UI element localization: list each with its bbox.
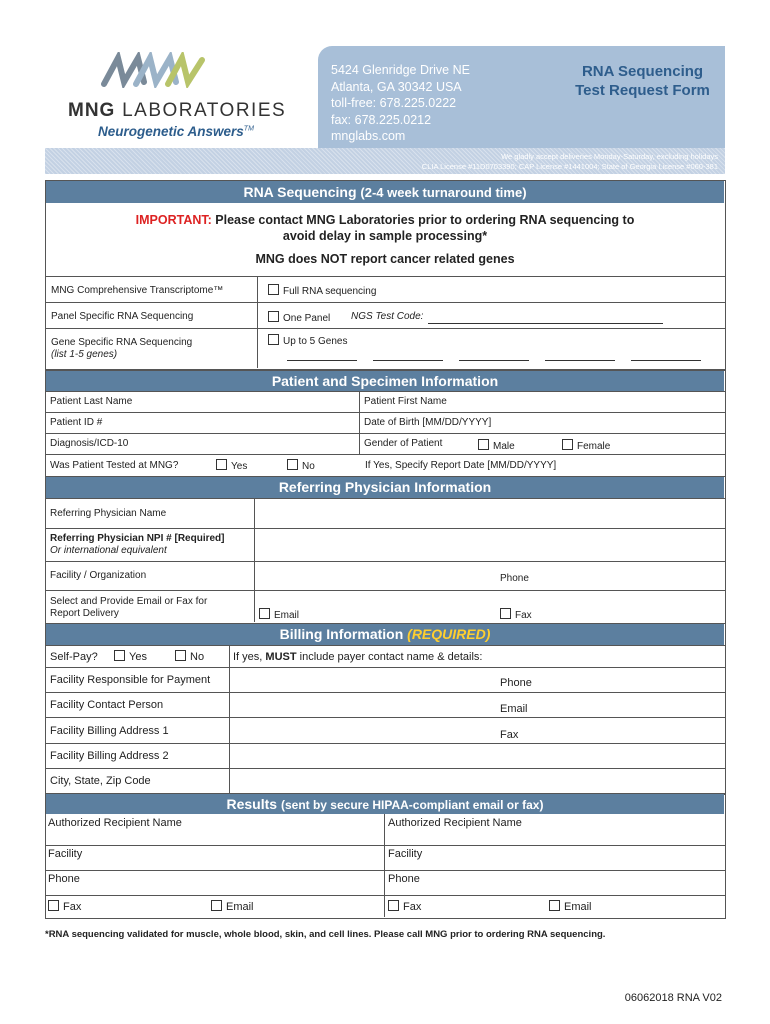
city-state-zip-label: City, State, Zip Code [50, 775, 151, 787]
delivery-email-checkbox[interactable] [259, 608, 270, 619]
tested-no-checkbox[interactable] [287, 459, 298, 470]
gene-field-2[interactable] [373, 360, 443, 361]
one-panel-option[interactable]: One Panel [268, 311, 330, 324]
results-phone-label-1: Phone [48, 873, 80, 885]
transcriptome-label: MNG Comprehensive Transcriptome™ [51, 285, 224, 296]
mng-logo-icon [100, 52, 210, 88]
results-email-checkbox-1[interactable] [211, 900, 222, 911]
results-facility-label-1: Facility [48, 848, 83, 860]
panel-specific-label: Panel Specific RNA Sequencing [51, 311, 194, 322]
gene-specific-label: Gene Specific RNA Sequencing (list 1-5 genes) [51, 337, 193, 360]
patient-section-heading: Patient and Specimen Information [46, 371, 724, 391]
billing-phone-label: Phone [500, 677, 532, 689]
report-delivery-label: Select and Provide Email or Fax for Report Delivery [50, 596, 208, 619]
physician-section-heading: Referring Physician Information [46, 477, 724, 498]
ngs-code-field[interactable] [428, 323, 663, 324]
results-fax-option-1[interactable]: Fax [48, 900, 81, 913]
billing-address1-label: Facility Billing Address 1 [50, 725, 169, 737]
gender-male-option[interactable]: Male [478, 439, 515, 452]
self-pay-yes-option[interactable]: Yes [114, 650, 147, 663]
male-checkbox[interactable] [478, 439, 489, 450]
results-email-option-2[interactable]: Email [549, 900, 592, 913]
facility-org-label: Facility / Organization [50, 570, 147, 581]
report-date-label: If Yes, Specify Report Date [MM/DD/YYYY] [365, 460, 557, 471]
physician-name-label: Referring Physician Name [50, 508, 167, 519]
full-rna-option[interactable]: Full RNA sequencing [268, 284, 376, 297]
recipient-name-label-1: Authorized Recipient Name [48, 817, 182, 829]
up-to-5-genes-checkbox[interactable] [268, 334, 279, 345]
results-facility-label-2: Facility [388, 848, 423, 860]
tested-at-mng-label: Was Patient Tested at MNG? [50, 460, 179, 471]
results-phone-label-2: Phone [388, 873, 420, 885]
billing-contact-label: Facility Contact Person [50, 699, 164, 711]
self-pay-no-option[interactable]: No [175, 650, 204, 663]
gene-field-3[interactable] [459, 360, 529, 361]
billing-section-heading: Billing Information (REQUIRED) [46, 624, 724, 645]
patient-last-name-label: Patient Last Name [50, 396, 133, 407]
billing-email-label: Email [500, 703, 528, 715]
billing-fax-label: Fax [500, 729, 519, 741]
billing-address2-label: Facility Billing Address 2 [50, 750, 169, 762]
important-notice: IMPORTANT: Please contact MNG Laboratories prior to ordering RNA sequencing to avoid delay in sample processing* [135, 213, 635, 243]
tested-yes-checkbox[interactable] [216, 459, 227, 470]
ngs-code-label: NGS Test Code: [351, 311, 424, 322]
patient-first-name-label: Patient First Name [364, 396, 447, 407]
patient-id-label: Patient ID # [50, 417, 103, 428]
results-section-heading: Results (sent by secure HIPAA-compliant email or fax) [46, 794, 724, 814]
form-version: 06062018 RNA V02 [624, 992, 722, 1004]
gene-field-1[interactable] [287, 360, 357, 361]
rna-section-heading: RNA Sequencing (2-4 week turnaround time) [46, 181, 724, 203]
lab-address: 5424 Glenridge Drive NE Atlanta, GA 30342 USA toll-free: 678.225.0222 fax: 678.225.0212 mnglabs.com [331, 63, 470, 143]
physician-phone-label: Phone [500, 573, 529, 584]
gene-field-5[interactable] [631, 360, 701, 361]
self-pay-yes-checkbox[interactable] [114, 650, 125, 661]
npi-label: Referring Physician NPI # [Required] Or international equivalent [50, 533, 225, 556]
form-title: RNA Sequencing Test Request Form [575, 63, 710, 99]
diagnosis-label: Diagnosis/ICD-10 [50, 438, 129, 449]
no-cancer-notice: MNG does NOT report cancer related genes [255, 252, 515, 266]
results-fax-checkbox-2[interactable] [388, 900, 399, 911]
results-fax-option-2[interactable]: Fax [388, 900, 421, 913]
gene-field-4[interactable] [545, 360, 615, 361]
payer-instruction: If yes, MUST include payer contact name & details: [233, 651, 483, 663]
lab-name: MNG LABORATORIES [68, 100, 287, 121]
one-panel-checkbox[interactable] [268, 311, 279, 322]
results-email-option-1[interactable]: Email [211, 900, 254, 913]
delivery-email-option[interactable]: Email [259, 608, 299, 621]
license-text: We gladly accept deliveries Monday-Saturday, excluding holidays CLIA License #11D0703390; CAP License #1441004; State of Georgia License #060-381 [421, 152, 718, 171]
gender-label: Gender of Patient [364, 438, 443, 449]
footnote: *RNA sequencing validated for muscle, whole blood, skin, and cell lines. Please call MNG prior to ordering RNA sequencing. [45, 929, 606, 940]
up-to-5-genes-option[interactable]: Up to 5 Genes [268, 334, 347, 347]
results-email-checkbox-2[interactable] [549, 900, 560, 911]
facility-payment-label: Facility Responsible for Payment [50, 674, 211, 686]
tested-no-option[interactable]: No [287, 459, 315, 472]
female-checkbox[interactable] [562, 439, 573, 450]
tagline: Neurogenetic Answers™ [98, 124, 254, 139]
tested-yes-option[interactable]: Yes [216, 459, 247, 472]
full-rna-checkbox[interactable] [268, 284, 279, 295]
dob-label: Date of Birth [MM/DD/YYYY] [364, 417, 492, 428]
self-pay-label: Self-Pay? [50, 651, 98, 663]
delivery-fax-option[interactable]: Fax [500, 608, 532, 621]
self-pay-no-checkbox[interactable] [175, 650, 186, 661]
delivery-fax-checkbox[interactable] [500, 608, 511, 619]
gender-female-option[interactable]: Female [562, 439, 610, 452]
recipient-name-label-2: Authorized Recipient Name [388, 817, 522, 829]
results-fax-checkbox-1[interactable] [48, 900, 59, 911]
